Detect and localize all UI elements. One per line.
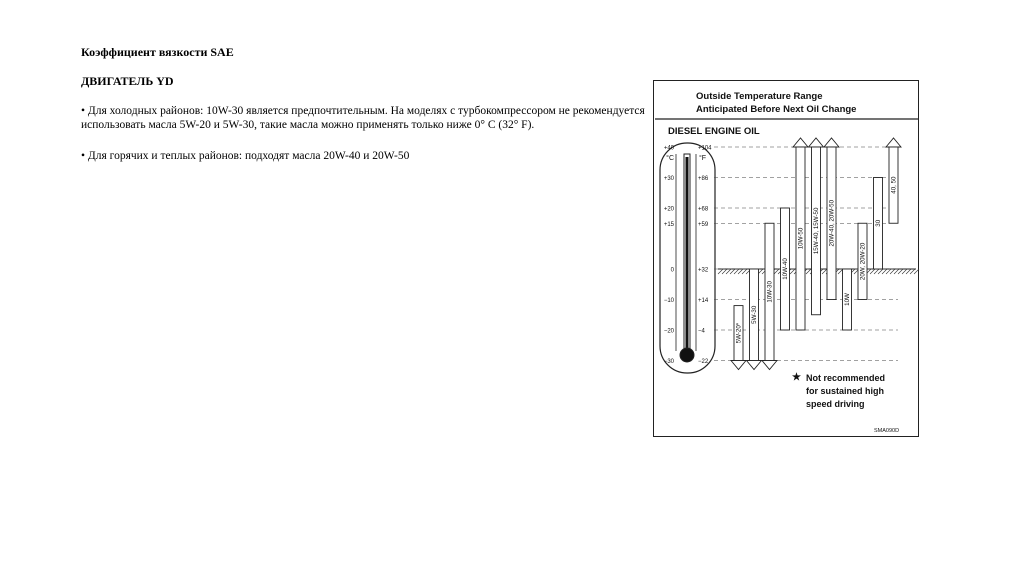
oil-grade-bar (809, 138, 824, 315)
section-title: DIESEL ENGINE OIL (668, 126, 760, 137)
celsius-tick-label: +30 (663, 176, 674, 182)
ground-hatch-stroke (722, 269, 727, 274)
ground-hatch-stroke (910, 269, 915, 274)
oil-grade-bar (762, 223, 777, 369)
fahrenheit-tick-label: +104 (698, 145, 712, 152)
bar-grade-label: 20W-40, 20W-50 (828, 199, 836, 247)
celsius-tick-label: +15 (663, 221, 674, 228)
celsius-tick-label: −10 (663, 298, 674, 304)
ground-hatch-stroke (822, 269, 827, 274)
oil-grade-bar (793, 138, 808, 330)
oil-viscosity-figure (653, 80, 919, 437)
fahrenheit-tick-label: +68 (698, 206, 709, 213)
fahrenheit-tick-label: −22 (698, 359, 709, 365)
ground-hatch-stroke (738, 269, 743, 274)
ground-hatch-stroke (806, 269, 811, 274)
ground-hatch-stroke (730, 269, 735, 274)
ground-hatch-stroke (906, 269, 911, 274)
celsius-tick-label: −20 (663, 328, 674, 335)
oil-grade-bar (747, 269, 762, 370)
bar-arrow-down (731, 361, 746, 370)
thermometer-mercury (686, 157, 689, 353)
bar-grade-label: 10W-50 (797, 227, 805, 250)
ground-hatch-stroke (718, 269, 723, 274)
fahrenheit-unit-label: °F (699, 155, 707, 162)
bar-grade-label: 30 (875, 219, 883, 227)
bar-grade-label: 40, 50 (890, 176, 898, 194)
oil-grade-bar (843, 269, 852, 330)
oil-grade-bar (781, 208, 790, 330)
fahrenheit-tick-label: −4 (698, 328, 705, 335)
ground-hatch-stroke (914, 269, 919, 274)
celsius-tick-label: −30 (663, 359, 674, 365)
celsius-unit-label: °C (666, 155, 674, 162)
bar-grade-label: 20W, 20W-20 (859, 242, 867, 281)
celsius-tick-label: +20 (663, 206, 674, 213)
footnote-star: ★ (792, 372, 801, 383)
ground-hatch-stroke (890, 269, 895, 274)
bar-arrow-down (762, 361, 777, 370)
ground-hatch-stroke (870, 269, 875, 274)
ground-hatch-stroke (790, 269, 795, 274)
oil-grade-bar (858, 223, 867, 299)
oil-grade-bar (874, 178, 883, 270)
ground-hatch-stroke (774, 269, 779, 274)
bar-grade-label: 10W-30 (766, 281, 774, 303)
cold-regions-paragraph: • Для холодных районов: 10W-30 является предпочтительным. На моделях с турбокомпрессором не рекомендуется использовать масла 5W-20 и 5W-30, такие масла можно применять только ниже 0° C (32° F). (81, 105, 645, 131)
ground-hatch-stroke (726, 269, 731, 274)
celsius-tick-label: 0 (670, 267, 674, 274)
bar-arrow-up (824, 138, 839, 147)
ground-hatch-stroke (742, 269, 747, 274)
warm-regions-paragraph: • Для горячих и теплых районов: подходят масла 20W-40 и 20W-50 (81, 150, 410, 162)
bar-arrow-up (793, 138, 808, 147)
figure-header-line2: Anticipated Before Next Oil Change (696, 104, 857, 115)
ground-hatch-stroke (882, 269, 887, 274)
oil-grade-bars (731, 138, 901, 370)
fahrenheit-tick-label: +14 (698, 298, 709, 304)
oil-grade-bar (886, 138, 901, 223)
bar-grade-label: 15W-40, 15W-50 (813, 207, 821, 255)
ground-hatch-stroke (894, 269, 899, 274)
figure-header-line1: Outside Temperature Range (696, 91, 823, 102)
footnote-line3: speed driving (806, 399, 865, 409)
document-title: Коэффициент вязкости SAE (81, 45, 234, 59)
figure-code: SMA090D (874, 428, 900, 434)
ground-hatch-stroke (898, 269, 903, 274)
footnote-line1: Not recommended (806, 373, 886, 383)
thermometer-bulb (680, 348, 694, 362)
fahrenheit-tick-label: +86 (698, 176, 709, 182)
bar-grade-label: 10W (844, 293, 852, 306)
ground-hatch-stroke (886, 269, 891, 274)
bar-arrow-up (886, 138, 901, 147)
oil-grade-bar (731, 306, 746, 370)
ground-hatch-stroke (874, 269, 879, 274)
footnote-line2: for sustained high (806, 386, 885, 396)
oil-viscosity-diagram (654, 81, 920, 438)
fahrenheit-tick-label: +32 (698, 267, 709, 274)
bar-grade-label: 5W-20* (735, 322, 743, 344)
fahrenheit-tick-label: +59 (698, 221, 709, 228)
celsius-tick-label: +40 (663, 145, 674, 152)
bar-grade-label: 5W-30 (751, 305, 759, 324)
ground-hatch-stroke (878, 269, 883, 274)
bar-grade-label: 10W-40 (782, 258, 790, 280)
bar-arrow-down (747, 361, 762, 370)
oil-grade-bar (824, 138, 839, 300)
engine-heading: ДВИГАТЕЛЬ YD (81, 74, 174, 88)
ground-hatch-stroke (734, 269, 739, 274)
ground-hatch-stroke (902, 269, 907, 274)
bar-arrow-up (809, 138, 824, 147)
